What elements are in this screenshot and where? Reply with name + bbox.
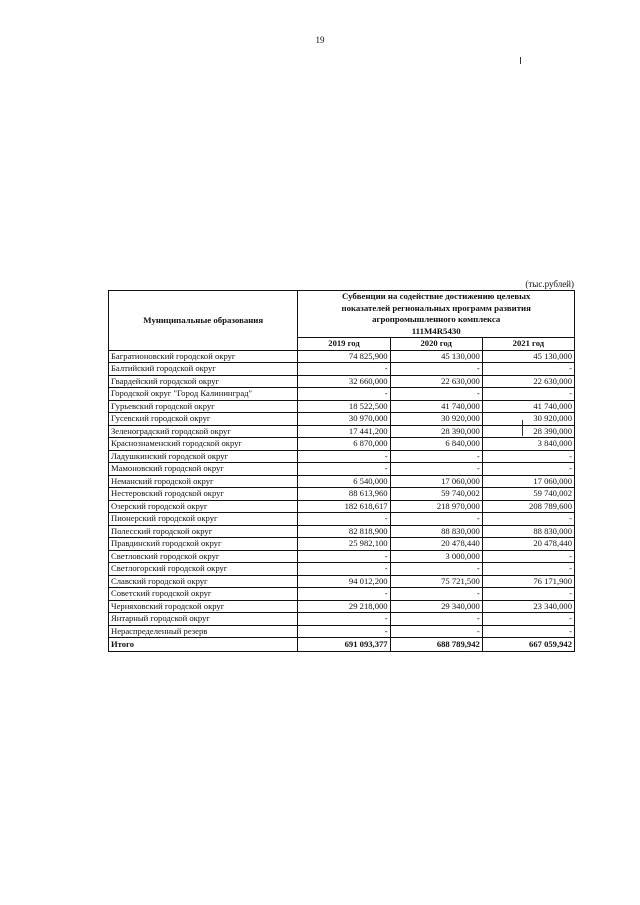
header-subsidy-line-1: Субвенции на содействие достижению целевых (341, 291, 531, 301)
municipality-name: Нераспределенный резерв (109, 625, 298, 638)
amount-cell: 30 970,000 (298, 413, 390, 426)
amount-cell: - (482, 363, 574, 376)
amount-cell: 88 613,960 (298, 488, 390, 501)
amount-cell: 45 130,000 (482, 350, 574, 363)
table-row (109, 350, 575, 363)
amount-cell: - (390, 463, 482, 476)
amount-cell: - (298, 563, 390, 576)
table-row (109, 425, 575, 438)
scan-mark (520, 57, 521, 64)
amount-cell: 25 982,100 (298, 538, 390, 551)
amount-cell: 28 390,000 (482, 425, 574, 438)
amount-cell: - (298, 450, 390, 463)
municipality-name: Полесский городской округ (109, 525, 298, 538)
amount-cell: 88 830,000 (390, 525, 482, 538)
amount-cell: 6 840,000 (390, 438, 482, 451)
amount-cell: - (482, 388, 574, 401)
amount-cell: - (390, 513, 482, 526)
table-row (109, 613, 575, 626)
amount-cell: - (482, 563, 574, 576)
municipality-name: Балтийский городской округ (109, 363, 298, 376)
table-row (109, 588, 575, 601)
header-subsidy-code: 111М4R5430 (411, 325, 461, 336)
municipality-name: Городской округ "Город Калининград" (109, 388, 298, 401)
amount-cell: - (298, 388, 390, 401)
amount-cell: 28 390,000 (390, 425, 482, 438)
municipality-name: Светловский городской округ (109, 550, 298, 563)
amount-cell: 17 441,200 (298, 425, 390, 438)
amount-cell: 3 000,000 (390, 550, 482, 563)
municipality-name: Правдинский городской округ (109, 538, 298, 551)
amount-cell: - (298, 588, 390, 601)
amount-cell: - (298, 613, 390, 626)
units-label: (тыс.рублей) (525, 279, 574, 289)
table-row (109, 450, 575, 463)
table-row (109, 375, 575, 388)
amount-cell: - (482, 550, 574, 563)
amount-cell: - (390, 588, 482, 601)
municipality-name: Советский городской округ (109, 588, 298, 601)
amount-cell: - (482, 613, 574, 626)
amount-cell: 32 660,000 (298, 375, 390, 388)
amount-cell: 22 630,000 (482, 375, 574, 388)
table-row (109, 488, 575, 501)
amount-cell: - (482, 463, 574, 476)
amount-cell: 76 171,900 (482, 575, 574, 588)
total-amount: 691 093,377 (298, 638, 390, 652)
total-label: Итого (109, 638, 298, 652)
municipality-name: Озерский городской округ (109, 500, 298, 513)
header-subsidy-line-3: агропромышленного комплекса (372, 314, 501, 324)
amount-cell: 41 740,000 (390, 400, 482, 413)
header-subsidy-title (298, 291, 575, 338)
amount-cell: - (482, 513, 574, 526)
amount-cell: 74 825,900 (298, 350, 390, 363)
amount-cell: 6 870,000 (298, 438, 390, 451)
amount-cell: 6 540,000 (298, 475, 390, 488)
subsidy-table (108, 290, 575, 652)
amount-cell: 18 522,500 (298, 400, 390, 413)
amount-cell: - (390, 563, 482, 576)
table-row (109, 475, 575, 488)
amount-cell: 88 830,000 (482, 525, 574, 538)
amount-cell: 75 721,500 (390, 575, 482, 588)
amount-cell: - (482, 625, 574, 638)
amount-cell: 30 920,000 (482, 413, 574, 426)
amount-cell: 17 060,000 (482, 475, 574, 488)
table-row (109, 625, 575, 638)
table-row (109, 600, 575, 613)
amount-cell: - (298, 363, 390, 376)
amount-cell: 22 630,000 (390, 375, 482, 388)
amount-cell: 29 218,000 (298, 600, 390, 613)
table-body (109, 350, 575, 652)
header-municipalities: Муниципальные образования (109, 291, 298, 351)
table-row (109, 388, 575, 401)
page-number: 19 (315, 35, 325, 45)
total-row (109, 638, 575, 652)
amount-cell: - (298, 513, 390, 526)
municipality-name: Гусевский городской округ (109, 413, 298, 426)
table-row (109, 538, 575, 551)
municipality-name: Нестеровский городской округ (109, 488, 298, 501)
amount-cell: - (390, 625, 482, 638)
amount-cell: 23 340,000 (482, 600, 574, 613)
municipality-name: Черняховский городской округ (109, 600, 298, 613)
table-row (109, 500, 575, 513)
amount-cell: 218 970,000 (390, 500, 482, 513)
municipality-name: Янтарный городской округ (109, 613, 298, 626)
amount-cell: - (390, 450, 482, 463)
municipality-name: Гурьевский городской округ (109, 400, 298, 413)
municipality-name: Славский городской округ (109, 575, 298, 588)
municipality-name: Зеленоградский городской округ (109, 425, 298, 438)
amount-cell: 20 478,440 (390, 538, 482, 551)
table-row (109, 525, 575, 538)
table-row (109, 438, 575, 451)
amount-cell: - (298, 625, 390, 638)
amount-cell: 94 012,200 (298, 575, 390, 588)
year-2020-header: 2020 год (390, 338, 482, 351)
amount-cell: 20 478,440 (482, 538, 574, 551)
amount-cell: - (482, 450, 574, 463)
table-row (109, 550, 575, 563)
amount-cell: 3 840,000 (482, 438, 574, 451)
amount-cell: 17 060,000 (390, 475, 482, 488)
municipality-name: Пионерский городской округ (109, 513, 298, 526)
amount-cell: - (390, 363, 482, 376)
table-row (109, 575, 575, 588)
amount-cell: - (482, 588, 574, 601)
table-row (109, 400, 575, 413)
amount-cell: - (390, 613, 482, 626)
total-amount: 667 059,942 (482, 638, 574, 652)
amount-cell: 30 920,000 (390, 413, 482, 426)
table-row (109, 563, 575, 576)
table-row (109, 363, 575, 376)
municipality-name: Неманский городской округ (109, 475, 298, 488)
amount-cell: 59 740,002 (482, 488, 574, 501)
total-amount: 688 789,942 (390, 638, 482, 652)
municipality-name: Краснознаменский городской округ (109, 438, 298, 451)
amount-cell: 41 740,000 (482, 400, 574, 413)
amount-cell: - (390, 388, 482, 401)
amount-cell: 29 340,000 (390, 600, 482, 613)
amount-cell: 59 740,002 (390, 488, 482, 501)
year-2021-header: 2021 год (482, 338, 574, 351)
amount-cell: - (298, 463, 390, 476)
year-2019-header: 2019 год (298, 338, 390, 351)
amount-cell: 208 789,600 (482, 500, 574, 513)
amount-cell: - (298, 550, 390, 563)
municipality-name: Светлогорский городской округ (109, 563, 298, 576)
header-subsidy-line-2: показателей региональных программ развития (341, 302, 531, 313)
municipality-name: Мамоновский городской округ (109, 463, 298, 476)
amount-cell: 45 130,000 (390, 350, 482, 363)
municipality-name: Ладушкинский городской округ (109, 450, 298, 463)
table-row (109, 413, 575, 426)
amount-cell: 182 618,617 (298, 500, 390, 513)
table-row (109, 513, 575, 526)
amount-cell: 82 818,900 (298, 525, 390, 538)
table-row (109, 463, 575, 476)
municipality-name: Гвардейский городской округ (109, 375, 298, 388)
municipality-name: Багратионовский городской округ (109, 350, 298, 363)
